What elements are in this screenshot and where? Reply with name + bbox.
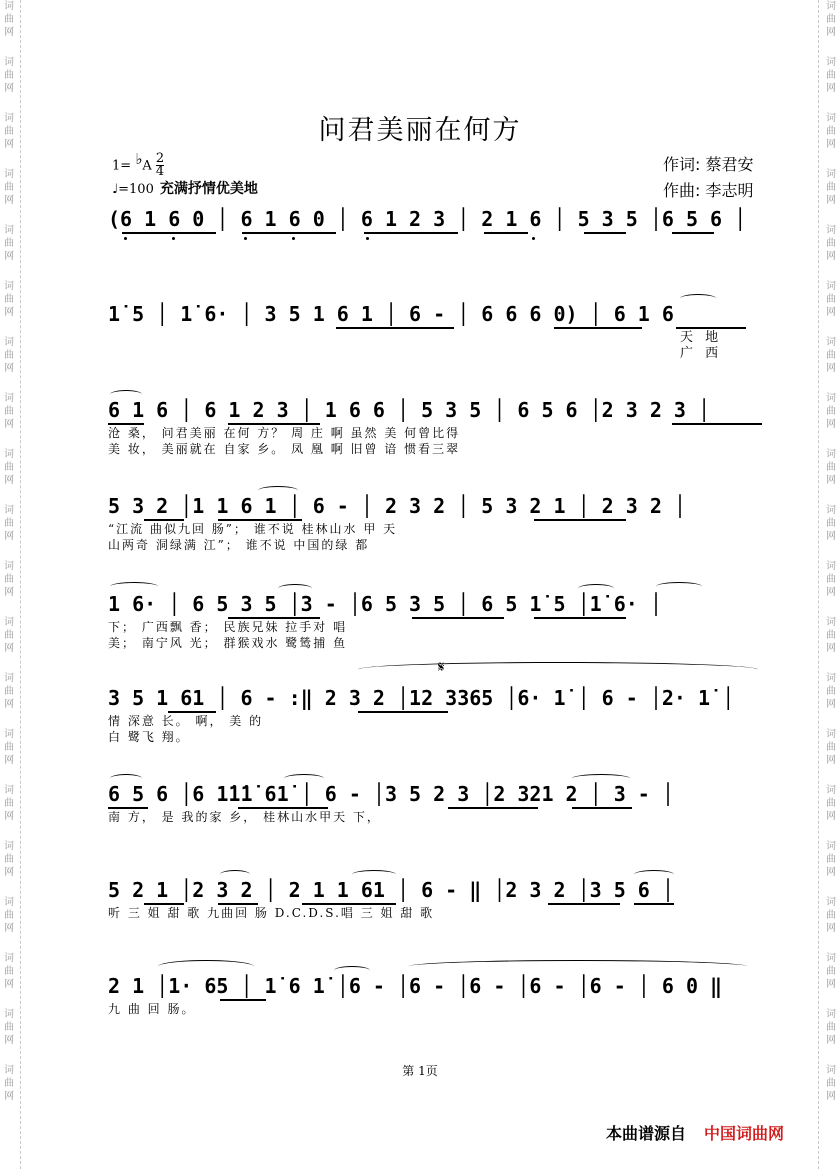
time-top: 2: [155, 151, 165, 167]
lyrics-verse-2: 美 妆， 美丽就在 自家 乡。 凤 凰 啊 旧曾 谙 惯看三翠: [108, 442, 461, 456]
tempo-value: =100: [118, 182, 154, 197]
score-row-7: [108, 780, 768, 870]
beam: [548, 903, 620, 905]
tie: [408, 960, 748, 973]
watermark-text: 词曲网: [4, 897, 14, 934]
watermark-text: 词曲网: [4, 113, 14, 150]
beam: [218, 519, 302, 521]
low-octave-dot: [124, 237, 127, 240]
notation-line: 1̇ 5 │ 1̇ 6· │ 3 5 1 6 1 │ 6 - │ 6 6 6 0) │ 6 1 6: [108, 302, 674, 326]
watermark-text: 词曲网: [4, 785, 14, 822]
lyrics-verse-2: 白 鹭飞 翔。: [108, 730, 190, 744]
source-label: 本曲谱源自: [606, 1124, 687, 1143]
slur: [578, 584, 614, 593]
watermark-text: 词曲网: [4, 617, 14, 654]
low-octave-dot: [172, 237, 175, 240]
watermark-text: 词曲网: [4, 561, 14, 598]
beam: [534, 617, 626, 619]
key-signature: [112, 150, 164, 178]
beam: [168, 711, 216, 713]
lyricist-credit: 作词: 蔡君安: [663, 155, 754, 174]
slur: [656, 582, 702, 591]
beam: [676, 327, 746, 329]
watermark-text: 词曲网: [4, 729, 14, 766]
low-octave-dot: [292, 237, 295, 240]
watermark-text: 词曲网: [826, 617, 836, 654]
phrase-slur: [358, 662, 758, 677]
lyrics-verse-1: 下； 广西飘 香； 民族兄妹 拉手对 唱: [108, 620, 348, 634]
watermark-text: 词曲网: [826, 169, 836, 206]
flat-sign: ♭: [135, 150, 143, 168]
watermark-text: 词曲网: [826, 393, 836, 430]
watermark-text: 词曲网: [826, 1009, 836, 1046]
slur: [334, 966, 370, 975]
lyrics-verse-2: 广 西: [680, 346, 723, 361]
lyrics-verse-1: 情 深意 长。 啊， 美 的: [108, 714, 264, 728]
watermark-text: 词曲网: [826, 281, 836, 318]
beam: [584, 232, 626, 234]
beam: [238, 807, 328, 809]
watermark-text: 词曲网: [826, 1065, 836, 1102]
page-number: 第 1页: [402, 1064, 438, 1078]
right-margin-line: [818, 0, 820, 1169]
quarter-note-icon: ♩: [112, 182, 119, 197]
slur: [110, 582, 158, 591]
watermark-text: 词曲网: [826, 113, 836, 150]
watermark-text: 词曲网: [826, 225, 836, 262]
left-watermark-strip: [0, 0, 18, 1169]
watermark-text: 词曲网: [4, 953, 14, 990]
watermark-text: 词曲网: [826, 673, 836, 710]
slur: [258, 486, 298, 495]
notation-line: 3 5 1 61 │ 6 - :‖ 2 3 2 │12 3365 │6· 1̇ │ 6 - │2· 1̇ │: [108, 686, 735, 710]
watermark-text: 词曲网: [826, 1, 836, 38]
watermark-text: 词曲网: [4, 505, 14, 542]
beam: [144, 519, 184, 521]
beam: [228, 617, 320, 619]
watermark-text: 词曲网: [826, 897, 836, 934]
beam: [228, 423, 320, 425]
watermark-text: 词曲网: [4, 337, 14, 374]
watermark-text: 词曲网: [4, 1009, 14, 1046]
low-octave-dot: [244, 237, 247, 240]
watermark-text: 词曲网: [826, 337, 836, 374]
right-watermark-strip: [822, 0, 840, 1169]
beam: [336, 327, 454, 329]
time-signature: [156, 153, 164, 178]
notation-line: 5 3 2 │1 1 6 1 │ 6 - │ 2 3 2 │ 5 3 2 1 │ 2 3 2 │: [108, 494, 686, 518]
watermark-text: 词曲网: [826, 561, 836, 598]
left-margin-line: [20, 0, 22, 1169]
slur: [110, 774, 142, 783]
watermark-text: 词曲网: [4, 673, 14, 710]
beam: [302, 903, 396, 905]
score-row-1: [108, 205, 768, 295]
slur: [572, 774, 630, 783]
segno-icon: 𝄋: [438, 658, 445, 676]
lyrics-verse-1: 南 方， 是 我的家 乡， 桂林山水甲天 下，: [108, 810, 381, 824]
beam: [218, 903, 258, 905]
expression-text: 充满抒情优美地: [159, 181, 258, 197]
beam: [242, 232, 336, 234]
slur: [220, 870, 250, 879]
low-octave-dot: [532, 237, 535, 240]
beam: [144, 903, 184, 905]
lyrics-verse-2: 山两奇 洞绿满 江”； 谁不说 中国的绿 都: [108, 538, 370, 552]
source-credit: [606, 1121, 784, 1144]
beam: [448, 807, 538, 809]
beam: [358, 711, 448, 713]
slur: [680, 294, 716, 303]
watermark-text: 词曲网: [826, 841, 836, 878]
watermark-text: 词曲网: [4, 449, 14, 486]
score-row-4: [108, 492, 768, 582]
key-letter: A: [142, 158, 152, 174]
beam: [672, 423, 762, 425]
watermark-text: 词曲网: [4, 169, 14, 206]
score-row-9: [108, 972, 768, 1062]
beam: [108, 807, 148, 809]
slur: [634, 870, 674, 879]
beam: [108, 423, 144, 425]
notation-line: 6 1 6 │ 6 1 2 3 │ 1 6 6 │ 5 3 5 │ 6 5 6 │2 3 2 3 │: [108, 398, 711, 422]
watermark-text: 词曲网: [826, 785, 836, 822]
low-octave-dot: [366, 237, 369, 240]
beam: [554, 327, 642, 329]
watermark-text: 词曲网: [4, 225, 14, 262]
lyrics-verse-1: “江流 曲似九回 肠”； 谁不说 桂林山水 甲 天: [108, 522, 398, 536]
beam: [634, 903, 674, 905]
time-bottom: 4: [155, 164, 165, 180]
beam: [572, 807, 632, 809]
beam: [364, 232, 458, 234]
notation-line: (6 1 6 0 │ 6 1 6 0 │ 6 1 2 3 │ 2 1 6 │ 5 3 5 │6 5 6 │: [108, 207, 747, 231]
score-row-8: [108, 876, 768, 966]
beam: [484, 232, 528, 234]
watermark-text: 词曲网: [4, 57, 14, 94]
notation-line: 5 2 1 │2 3 2 │ 2 1 1 61 │ 6 - ‖ │2 3 2 │3 5 6 │: [108, 878, 674, 902]
beam: [220, 999, 266, 1001]
watermark-text: 词曲网: [4, 1, 14, 38]
notation-line: 2 1 │1· 65 │ 1̇ 6 1̇ │6 - │6 - │6 - │6 - │6 - │ 6 0 ‖: [108, 974, 723, 998]
notation-line: 1 6· │ 6 5 3 5 │3 - │6 5 3 5 │ 6 5 1̇ 5 │1̇ 6· │: [108, 592, 662, 616]
notation-line: 6 5 6 │6 1̇1̇1̇ 61̇ │ 6 - │3 5 2 3 │2 321 2 │ 3 - │: [108, 782, 674, 806]
tie: [158, 960, 254, 973]
beam: [534, 519, 626, 521]
composer-credit: 作曲: 李志明: [663, 181, 754, 200]
song-title: 问君美丽在何方: [318, 115, 522, 146]
lyrics-verse-1: 九 曲 回 肠。: [108, 1002, 196, 1016]
watermark-text: 词曲网: [826, 449, 836, 486]
lyrics-verse-2: 美； 南宁风 光； 群猴戏水 鹭鸶捕 鱼: [108, 636, 348, 650]
score-row-6: [108, 658, 768, 774]
watermark-text: 词曲网: [826, 57, 836, 94]
key-prefix: 1=: [112, 158, 132, 174]
beam: [412, 617, 504, 619]
slur: [284, 774, 324, 783]
beam: [672, 232, 714, 234]
slur: [110, 390, 142, 399]
lyrics-verse-1: 听 三 姐 甜 歌 九曲回 肠 D.C.D.S.唱 三 姐 甜 歌: [108, 906, 435, 920]
score-row-3: [108, 396, 768, 486]
tempo-marking: [112, 178, 258, 198]
watermark-text: 词曲网: [4, 841, 14, 878]
watermark-text: 词曲网: [826, 729, 836, 766]
watermark-text: 词曲网: [4, 393, 14, 430]
score-row-2: [108, 300, 768, 390]
source-brand-link[interactable]: 中国词曲网: [704, 1124, 785, 1143]
slur: [352, 870, 396, 879]
lyrics-verse-1: 沧 桑， 问君美丽 在何 方？ 周 庄 啊 虽然 美 何曾比得: [108, 426, 461, 440]
slur: [278, 584, 312, 593]
lyrics-verse-1: 天 地: [680, 330, 723, 345]
beam: [122, 232, 216, 234]
watermark-text: 词曲网: [4, 281, 14, 318]
watermark-text: 词曲网: [826, 505, 836, 542]
watermark-text: 词曲网: [4, 1065, 14, 1102]
watermark-text: 词曲网: [826, 953, 836, 990]
